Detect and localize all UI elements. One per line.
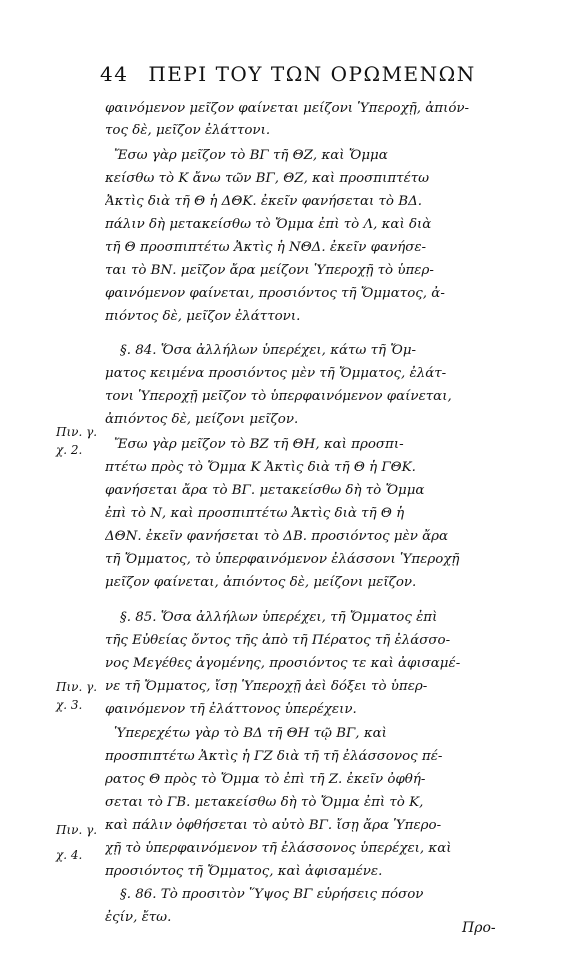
text-line: τονι Ὑπεροχῇ μεῖζον τὸ ὑπερφαινόμενον φαίνεται, <box>105 389 452 404</box>
margin-note: χ. 4. <box>56 848 83 862</box>
text-line: ματος κειμένα προσιόντος μὲν τῆ Ὄμματος, ἐλάτ- <box>105 366 447 381</box>
text-line: φαινόμενον φαίνεται, προσιόντος τῆ Ὄμματος, ἀ- <box>105 286 445 301</box>
text-line: Ἀκτὶς διὰ τῆ Θ ἡ ΔΘΚ. ἐκεῖν φανήσεται τὸ ΒΔ. <box>105 194 423 209</box>
text-line: προσπιπτέτω Ἀκτὶς ἡ ΓΖ διὰ τῆ τῆ ἐλάσσονος πέ- <box>105 749 443 764</box>
text-line: τῆ Θ προσπιπτέτω Ἀκτὶς ἡ ΝΘΔ. ἐκεῖν φανήσε- <box>105 240 427 255</box>
text-line: ρατος Θ πρὸς τὸ Ὄμμα τὸ ἐπὶ τῆ Ζ. ἐκεῖν ὀφθή- <box>105 772 426 787</box>
text-line: χῇ τὸ ὑπερφαινόμενον τῆ ἐλάσσονος ὑπερέχει, καὶ <box>105 841 452 856</box>
text-line: πτέτω πρὸς τὸ Ὄμμα Κ Ἀκτὶς διὰ τῆ Θ ἡ ΓΘΚ. <box>105 460 416 475</box>
section-84-heading: §. 84. Ὅσα ἀλλήλων ὑπερέχει, κάτω τῆ Ὄμ- <box>120 343 417 358</box>
margin-note: Πιν. γ. <box>56 823 98 837</box>
text-line: προσιόντος τῆ Ὄμματος, καὶ ἀφισαμένε. <box>105 864 383 879</box>
text-line: νος Μεγέθες ἀγομένης, προσιόντος τε καὶ ἀφισαμέ- <box>105 656 461 671</box>
text-line: σεται τὸ ΓΒ. μετακείσθω δὴ τὸ Ὄμμα ἐπὶ τὸ Κ, <box>105 795 424 810</box>
text-line: ΔΘΝ. ἐκεῖν φανήσεται τὸ ΔΒ. προσιόντος μὲν ἄρα <box>105 529 449 544</box>
text-line: ἐπὶ τὸ Ν, καὶ προσπιπτέτω Ἀκτὶς διὰ τῆ Θ ἡ <box>105 506 405 521</box>
page-number: 44 <box>100 62 129 86</box>
text-line: κείσθω τὸ Κ ἄνω τῶν ΒΓ, ΘΖ, καὶ προσπιπτέτω <box>105 171 430 186</box>
text-line: Ἔσω γὰρ μεῖζον τὸ ΒΖ τῆ ΘΗ, καὶ προσπι- <box>114 437 404 452</box>
text-line: φανήσεται ἄρα τὸ ΒΓ. μετακείσθω δὴ τὸ Ὄμμα <box>105 483 425 498</box>
text-line: ἀπιόντος δὲ, μείζονι μεῖζον. <box>105 412 299 427</box>
section-86-heading: §. 86. Τὸ προσιτὸν Ὕψος ΒΓ εὑρήσεις πόσον <box>120 887 424 902</box>
text-line: νε τῆ Ὄμματος, ἴσῃ Ὑπεροχῇ ἀεὶ δόξει τὸ ὑπερ- <box>105 679 428 694</box>
running-header <box>100 62 530 86</box>
text-line: τῆς Εὐθείας ὄντος τῆς ἀπὸ τῆ Πέρατος τῆ ἐλάσσο- <box>105 633 451 648</box>
text-line: φαινόμενον τῆ ἐλάττονος ὑπερέχειν. <box>105 702 357 717</box>
margin-note: Πιν. γ. <box>56 425 98 439</box>
text-line: ται τὸ ΒΝ. μεῖζον ἄρα μείζονι Ὑπεροχῇ τὸ ὑπερ- <box>105 263 434 278</box>
margin-note: Πιν. γ. <box>56 680 98 694</box>
text-line: ἐςίν, ἔτω. <box>105 910 172 925</box>
text-line: Ἔσω γὰρ μεῖζον τὸ ΒΓ τῆ ΘΖ, καὶ Ὄμμα <box>114 148 388 163</box>
text-line: πάλιν δὴ μετακείσθω τὸ Ὄμμα ἐπὶ τὸ Λ, καὶ διὰ <box>105 217 432 232</box>
text-line: πιόντος δὲ, μεῖζον ἐλάττονι. <box>105 309 301 324</box>
text-line: τος δὲ, μεῖζον ἐλάττονι. <box>105 123 271 138</box>
text-line: καὶ πάλιν ὀφθήσεται τὸ αὐτὸ ΒΓ. ἴσῃ ἄρα Ὑπερο- <box>105 818 442 833</box>
text-line: μεῖζον φαίνεται, ἀπιόντος δὲ, μείζονι μεῖζον. <box>105 575 417 590</box>
text-line: Ὑπερεχέτω γὰρ τὸ ΒΔ τῆ ΘΗ τῷ ΒΓ, καὶ <box>114 726 387 741</box>
running-title: ΠΕΡΙ ΤΟΥ ΤΩΝ ΟΡΩΜΕΝΩΝ <box>148 62 476 86</box>
text-line: τῆ Ὄμματος, τὸ ὑπερφαινόμενον ἐλάσσονι Ὑπεροχῇ <box>105 552 460 567</box>
section-85-heading: §. 85. Ὅσα ἀλλήλων ὑπερέχει, τῆ Ὄμματος ἐπὶ <box>120 610 438 625</box>
margin-note: χ. 2. <box>56 443 83 457</box>
margin-note: χ. 3. <box>56 698 83 712</box>
text-line: φαινόμενον μεῖζον φαίνεται μείζονι Ὑπεροχῇ, ἀπιόν- <box>105 101 470 116</box>
catchword: Προ- <box>462 920 496 936</box>
